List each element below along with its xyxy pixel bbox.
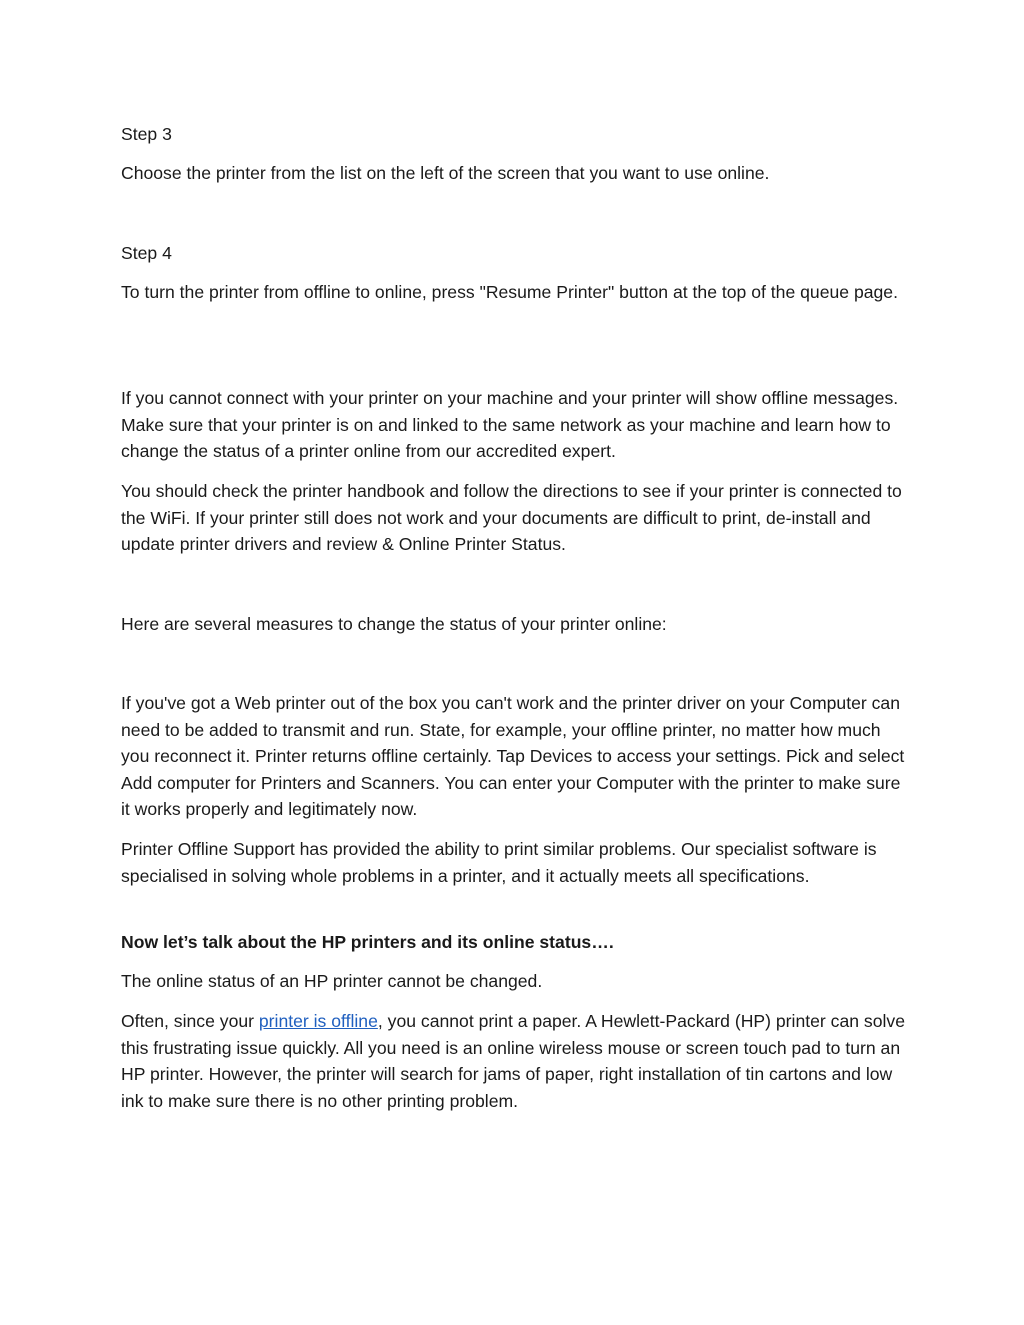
paragraph-often-lead: Often, since your <box>121 1011 259 1031</box>
paragraph-support: Printer Offline Support has provided the ability to print similar problems. Our specialist software is specialised in solving whole problems in a printer, and it actually meets all specifications. <box>121 839 877 886</box>
paragraph-hp-status: The online status of an HP printer cannot be changed. <box>121 971 543 991</box>
paragraph-often-rest: , you cannot print a paper. A Hewlett-Packard (HP) printer can solve this frustrating issue quickly. All you need is an online wireless mouse or screen touch pad to turn an HP printer. However, the printer will search for jams of paper, right installation of tin cartons and low ink to make sure there is no other printing problem. <box>121 1011 905 1111</box>
step4-text: To turn the printer from offline to online, press "Resume Printer" button at the top of the queue page. <box>121 282 898 302</box>
paragraph-web-printer: If you've got a Web printer out of the box you can't work and the printer driver on your Computer can need to be added to transmit and run. State, for example, your offline printer, no matter how much you reconnect it. Printer returns offline certainly. Tap Devices to access your settings. Pick and select Add computer for Printers and Scanners. You can enter your Computer with the printer to make sure it works properly and legitimately now. <box>121 693 905 819</box>
paragraph-check-handbook: You should check the printer handbook and follow the directions to see if your printer is connected to the WiFi. If your printer still does not work and your documents are difficult to print, de-install and update printer drivers and review & Online Printer Status. <box>121 481 902 554</box>
step3-text: Choose the printer from the list on the left of the screen that you want to use online. <box>121 163 770 183</box>
paragraph-cannot-connect: If you cannot connect with your printer on your machine and your printer will show offline messages. Make sure that your printer is on and linked to the same network as your machine and learn how to change the status of a printer online from our accredited expert. <box>121 388 899 461</box>
step3-heading: Step 3 <box>121 124 172 144</box>
printer-offline-link[interactable]: printer is offline <box>258 1011 378 1031</box>
paragraph-measures: Here are several measures to change the status of your printer online: <box>121 614 667 634</box>
paragraph-often <box>121 1008 911 1114</box>
step4-heading: Step 4 <box>121 243 172 263</box>
hp-section-heading: Now let’s talk about the HP printers and its online status…. <box>121 932 614 952</box>
